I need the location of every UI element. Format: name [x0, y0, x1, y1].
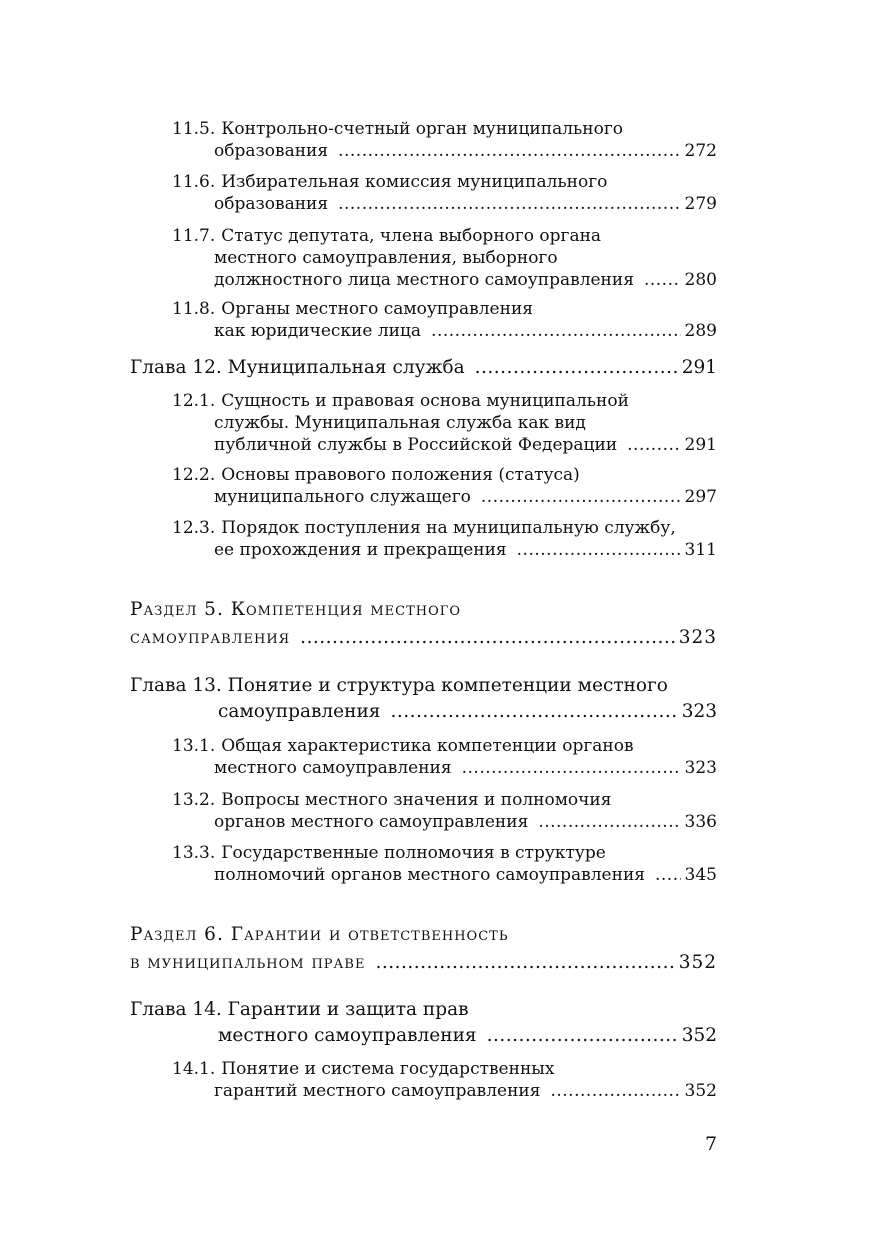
toc-entry-11-8	[0, 298, 875, 342]
entry-page: 297	[684, 487, 717, 507]
toc-entry-11-5	[0, 118, 875, 162]
toc-entry-13-1	[0, 735, 875, 779]
page-number: 7	[705, 1133, 718, 1155]
leader-dots	[300, 624, 675, 652]
chapter-title-line2: самоуправления	[218, 701, 381, 722]
toc-section-5	[0, 596, 875, 652]
entry-page: 291	[684, 435, 717, 455]
entry-number: 13.1.	[172, 736, 216, 756]
entry-page: 279	[684, 194, 717, 214]
leader-dots	[338, 140, 680, 162]
toc-chapter-12	[0, 355, 875, 381]
chapter-title: Глава 12. Муниципальная служба	[130, 357, 465, 378]
entry-title-line1: Органы местного самоуправления	[221, 299, 533, 319]
entry-title-line1: Общая характеристика компетенции органов	[221, 736, 634, 756]
leader-dots	[627, 434, 680, 456]
entry-number: 11.6.	[172, 172, 216, 192]
leader-dots	[462, 757, 681, 779]
entry-number: 11.7.	[172, 226, 216, 246]
leader-dots	[338, 193, 680, 215]
entry-number: 12.2.	[172, 465, 216, 485]
leader-dots	[538, 811, 680, 833]
entry-number: 13.3.	[172, 843, 216, 863]
toc-entry-13-3	[0, 842, 875, 886]
leader-dots	[487, 1023, 678, 1049]
chapter-title-line2: местного самоуправления	[218, 1025, 477, 1046]
entry-title-line2: образования	[214, 194, 329, 214]
leader-dots	[390, 699, 677, 725]
leader-dots	[644, 269, 681, 291]
chapter-title-line1: Глава 13. Понятие и структура компетенции местного	[130, 675, 668, 696]
toc-entry-14-1	[0, 1058, 875, 1102]
entry-title-line3: должностного лица местного самоуправления	[214, 270, 634, 290]
entry-page: 352	[684, 1081, 717, 1101]
section-title-line2: в муниципальном праве	[130, 952, 366, 973]
entry-title-line1: Вопросы местного значения и полномочия	[221, 790, 612, 810]
entry-number: 11.8.	[172, 299, 216, 319]
chapter-page: 291	[681, 357, 717, 378]
entry-page: 272	[684, 141, 717, 161]
toc-chapter-13	[0, 673, 875, 725]
leader-dots	[375, 949, 674, 977]
entry-title-line1: Понятие и система государственных	[221, 1059, 555, 1079]
entry-title-line2: службы. Муниципальная служба как вид	[214, 413, 586, 433]
section-title-line1: Раздел 5. Компетенция местного	[130, 599, 462, 620]
entry-title-line2: гарантий местного самоуправления	[214, 1081, 541, 1101]
entry-title-line3: публичной службы в Российской Федерации	[214, 435, 618, 455]
toc-entry-11-7	[0, 225, 875, 291]
entry-title-line2: местного самоуправления, выборного	[214, 248, 558, 268]
entry-number: 12.3.	[172, 518, 216, 538]
entry-title-line2: образования	[214, 141, 329, 161]
entry-title-line2: полномочий органов местного самоуправления	[214, 865, 645, 885]
chapter-page: 352	[681, 1025, 717, 1046]
entry-number: 11.5.	[172, 119, 216, 139]
entry-page: 311	[684, 540, 717, 560]
section-page: 323	[678, 627, 717, 648]
entry-title-line2: муниципального служащего	[214, 487, 471, 507]
leader-dots	[517, 539, 681, 561]
toc-chapter-14	[0, 997, 875, 1049]
toc-entry-13-2	[0, 789, 875, 833]
leader-dots	[481, 486, 681, 508]
section-page: 352	[678, 952, 717, 973]
entry-page: 336	[684, 812, 717, 832]
toc-entry-12-3	[0, 517, 875, 561]
entry-page: 289	[684, 321, 717, 341]
entry-title-line1: Основы правового положения (статуса)	[221, 465, 580, 485]
entry-page: 280	[684, 270, 717, 290]
chapter-page: 323	[681, 701, 717, 722]
entry-title-line2: местного самоуправления	[214, 758, 452, 778]
leader-dots	[550, 1080, 680, 1102]
entry-title-line1: Сущность и правовая основа муниципальной	[221, 391, 629, 411]
toc-entry-12-2	[0, 464, 875, 508]
leader-dots	[475, 355, 678, 381]
toc-entry-11-6	[0, 171, 875, 215]
section-title-line2: самоуправления	[130, 627, 291, 648]
entry-title-line1: Избирательная комиссия муниципального	[221, 172, 608, 192]
entry-title-line2: ее прохождения и прекращения	[214, 540, 507, 560]
leader-dots	[655, 864, 681, 886]
entry-title-line2: органов местного самоуправления	[214, 812, 529, 832]
entry-page: 323	[684, 758, 717, 778]
entry-number: 13.2.	[172, 790, 216, 810]
entry-number: 12.1.	[172, 391, 216, 411]
entry-title-line1: Порядок поступления на муниципальную службу,	[221, 518, 676, 538]
entry-page: 345	[684, 865, 717, 885]
chapter-title-line1: Глава 14. Гарантии и защита прав	[130, 999, 469, 1020]
leader-dots	[431, 320, 681, 342]
entry-title-line2: как юридические лица	[214, 321, 422, 341]
section-title-line1: Раздел 6. Гарантии и ответственность	[130, 924, 509, 945]
entry-title-line1: Контрольно-счетный орган муниципального	[221, 119, 623, 139]
entry-title-line1: Государственные полномочия в структуре	[221, 843, 606, 863]
toc-section-6	[0, 921, 875, 977]
entry-title-line1: Статус депутата, члена выборного органа	[221, 226, 602, 246]
entry-number: 14.1.	[172, 1059, 216, 1079]
toc-entry-12-1	[0, 390, 875, 456]
